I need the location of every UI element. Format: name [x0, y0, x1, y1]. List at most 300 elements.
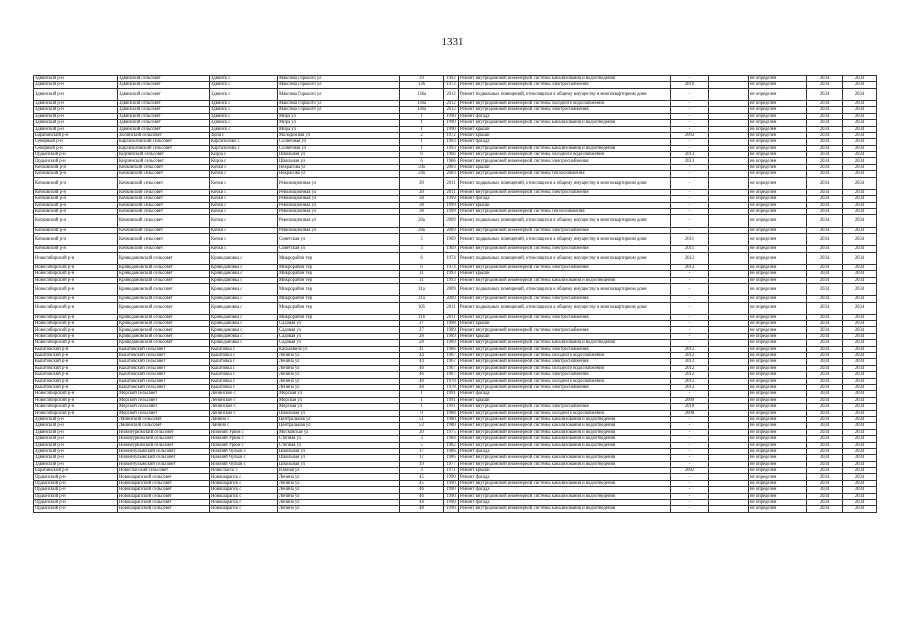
locality-cell: Здвинск с: [210, 100, 278, 106]
settlement-cell: Здвинский сельсовет: [118, 100, 210, 106]
year-to-cell: 2034: [843, 461, 877, 467]
settlement-cell: Кыштовский сельсовет: [118, 378, 210, 384]
year-to-cell: 2034: [843, 302, 877, 314]
work-type-cell: Ремонт крыши: [459, 164, 671, 170]
status-cell: не определен: [749, 448, 807, 454]
status-cell: не определен: [749, 365, 807, 371]
house-number-cell: 48: [400, 378, 444, 384]
year-built-cell: 1980: [444, 416, 459, 422]
street-cell: Революционная ул: [278, 215, 400, 227]
status-cell: не определен: [749, 404, 807, 410]
settlement-cell: Криводановский сельсовет: [118, 333, 210, 339]
street-cell: Центральная ул: [278, 423, 400, 429]
last-repair-year-cell: -: [671, 189, 709, 195]
house-number-cell: 20: [400, 429, 444, 435]
year-to-cell: 2034: [843, 410, 877, 416]
status-cell: не определен: [749, 264, 807, 270]
last-repair-year-cell: -: [671, 296, 709, 302]
year-from-cell: 2034: [807, 493, 843, 499]
year-to-cell: 2034: [843, 436, 877, 442]
settlement-cell: Нижнечулымский сельсовет: [118, 461, 210, 467]
status-cell: не определен: [749, 271, 807, 277]
settlement-cell: Кочковский сельсовет: [118, 202, 210, 208]
last-repair-year-cell: -: [671, 474, 709, 480]
street-cell: Молодежная ул: [278, 132, 400, 138]
work-type-cell: Ремонт внутридомовой инженерной системы теплоснабжения: [459, 171, 671, 177]
work-type-cell: Ремонт подвальных помещений, относящихся к общему имуществу в многоквартирном доме: [459, 302, 671, 314]
year-built-cell: 1967: [444, 353, 459, 359]
year-from-cell: 2034: [807, 302, 843, 314]
year-from-cell: 2034: [807, 429, 843, 435]
status-cell: не определен: [749, 474, 807, 480]
work-type-cell: Ремонт фасада: [459, 139, 671, 145]
table-row: [34, 333, 877, 339]
house-number-cell: 51: [400, 416, 444, 422]
year-built-cell: 1993: [444, 277, 459, 283]
year-built-cell: 1977: [444, 461, 459, 467]
district-cell: Здвинский р-н: [34, 442, 118, 448]
table-row: [34, 346, 877, 352]
status-cell: не определен: [749, 416, 807, 422]
year-built-cell: 1991: [444, 391, 459, 397]
house-number-cell: 1: [400, 120, 444, 126]
locality-cell: Кыштовка с: [210, 365, 278, 371]
district-cell: Ордынский р-н: [34, 493, 118, 499]
year-built-cell: 1990: [444, 113, 459, 119]
district-cell: Здвинский р-н: [34, 76, 118, 82]
year-from-cell: 2034: [807, 500, 843, 506]
year-to-cell: 2034: [843, 209, 877, 215]
work-type-cell: Ремонт крыши: [459, 132, 671, 138]
status-cell: не определен: [749, 283, 807, 295]
street-cell: Микрорайон тер: [278, 277, 400, 283]
work-type-cell: Ремонт внутридомовой инженерной системы канализования и водоотведения: [459, 480, 671, 486]
status-cell: не определен: [749, 346, 807, 352]
settlement-cell: Новошарапский сельсовет: [118, 480, 210, 486]
street-cell: Микрорайон тер: [278, 264, 400, 270]
year-from-cell: 2034: [807, 227, 843, 233]
locality-cell: Здвинск с: [210, 120, 278, 126]
year-built-cell: 1975: [444, 429, 459, 435]
work-type-cell: Ремонт внутридомовой инженерной системы электроснабжения: [459, 158, 671, 164]
work-type-cell: Ремонт внутридомовой инженерной системы канализования и водоотведения: [459, 506, 671, 512]
district-cell: Здвинский р-н: [34, 100, 118, 106]
last-repair-year-cell: 2012: [671, 346, 709, 352]
last-repair-year-cell: -: [671, 283, 709, 295]
locality-cell: Криводановка с: [210, 327, 278, 333]
district-cell: Новосибирский р-н: [34, 271, 118, 277]
settlement-cell: Кочковский сельсовет: [118, 196, 210, 202]
last-repair-year-cell: -: [671, 429, 709, 435]
settlement-cell: Здвинский сельсовет: [118, 126, 210, 132]
last-repair-year-cell: -: [671, 423, 709, 429]
work-type-cell: Ремонт внутридомовой инженерной системы канализования и водоотведения: [459, 416, 671, 422]
year-from-cell: 2034: [807, 340, 843, 346]
street-cell: Школьная ул: [278, 461, 400, 467]
status-cell: не определен: [749, 353, 807, 359]
year-to-cell: 2034: [843, 391, 877, 397]
year-from-cell: 2034: [807, 359, 843, 365]
year-built-cell: 1974: [444, 252, 459, 264]
house-number-cell: 1: [400, 113, 444, 119]
status-cell: не определен: [749, 164, 807, 170]
house-number-cell: 45: [400, 480, 444, 486]
last-repair-year-cell: -: [671, 145, 709, 151]
year-to-cell: 2034: [843, 365, 877, 371]
work-type-cell: Ремонт внутридомовой инженерной системы электроснабжения: [459, 346, 671, 352]
street-cell: Ленина ул: [278, 493, 400, 499]
settlement-cell: Новоспасский сельсовет: [118, 468, 210, 474]
table-row: [34, 202, 877, 208]
year-to-cell: 2034: [843, 264, 877, 270]
street-cell: Степная ул: [278, 436, 400, 442]
year-from-cell: 2034: [807, 480, 843, 486]
street-cell: Максима Горького ул: [278, 88, 400, 100]
street-cell: Микрорайон тер: [278, 252, 400, 264]
status-cell: не определен: [749, 246, 807, 252]
house-number-cell: 38: [400, 202, 444, 208]
settlement-cell: Новошарапский сельсовет: [118, 474, 210, 480]
work-type-cell: Ремонт крыши: [459, 202, 671, 208]
street-cell: Южная ул: [278, 468, 400, 474]
house-number-cell: 5: [400, 442, 444, 448]
status-cell: не определен: [749, 132, 807, 138]
district-cell: Новосибирский р-н: [34, 283, 118, 295]
table-row: [34, 378, 877, 384]
year-from-cell: 2034: [807, 487, 843, 493]
district-cell: Ордынский р-н: [34, 158, 118, 164]
district-cell: Кочковский р-н: [34, 171, 118, 177]
year-to-cell: 2034: [843, 333, 877, 339]
street-cell: Солнечная ул: [278, 139, 400, 145]
table-row: [34, 152, 877, 158]
status-cell: не определен: [749, 314, 807, 320]
year-from-cell: 2034: [807, 442, 843, 448]
year-built-cell: 1966: [444, 158, 459, 164]
last-repair-year-cell: -: [671, 209, 709, 215]
year-built-cell: 2009: [444, 227, 459, 233]
work-type-cell: Ремонт внутридомовой инженерной системы холодного водоснабжения: [459, 100, 671, 106]
house-number-cell: 44: [400, 353, 444, 359]
status-cell: не определен: [749, 158, 807, 164]
street-cell: Микрорайон тер: [278, 302, 400, 314]
year-to-cell: 2034: [843, 277, 877, 283]
year-built-cell: 1989: [444, 327, 459, 333]
settlement-cell: Новошарапский сельсовет: [118, 493, 210, 499]
dash-cell: [709, 88, 749, 100]
district-cell: Ордынский р-н: [34, 152, 118, 158]
street-cell: Ленина ул: [278, 506, 400, 512]
district-cell: Здвинский р-н: [34, 416, 118, 422]
street-cell: Каскаевича ул: [278, 346, 400, 352]
settlement-cell: Здвинский сельсовет: [118, 82, 210, 88]
locality-cell: Кыштовка с: [210, 346, 278, 352]
year-from-cell: 2034: [807, 88, 843, 100]
table-row: [34, 107, 877, 113]
work-type-cell: Ремонт фасада: [459, 474, 671, 480]
work-type-cell: Ремонт крыши: [459, 271, 671, 277]
work-type-cell: Ремонт внутридомовой инженерной системы холодного водоснабжения: [459, 152, 671, 158]
last-repair-year-cell: 2012: [671, 372, 709, 378]
house-number-cell: 20: [400, 177, 444, 189]
year-to-cell: 2034: [843, 164, 877, 170]
work-type-cell: Ремонт внутридомовой инженерной системы канализования и водоотведения: [459, 277, 671, 283]
house-number-cell: 39: [400, 76, 444, 82]
table-row: [34, 487, 877, 493]
house-number-cell: 48: [400, 500, 444, 506]
year-from-cell: 2034: [807, 100, 843, 106]
settlement-cell: Кыштовский сельсовет: [118, 346, 210, 352]
house-number-cell: 46: [400, 365, 444, 371]
year-built-cell: 2009: [444, 283, 459, 295]
table-row: [34, 327, 877, 333]
table-row: [34, 423, 877, 429]
table-row: [34, 76, 877, 82]
year-from-cell: 2034: [807, 506, 843, 512]
year-built-cell: 1972: [444, 132, 459, 138]
locality-cell: Здвинск с: [210, 88, 278, 100]
year-to-cell: 2034: [843, 246, 877, 252]
street-cell: Садовая ул: [278, 340, 400, 346]
status-cell: не определен: [749, 378, 807, 384]
status-cell: не определен: [749, 302, 807, 314]
status-cell: не определен: [749, 126, 807, 132]
work-type-cell: Ремонт внутридомовой инженерной системы электроснабжения: [459, 359, 671, 365]
street-cell: Ленина ул: [278, 480, 400, 486]
last-repair-year-cell: -: [671, 271, 709, 277]
last-repair-year-cell: 2011: [671, 233, 709, 245]
locality-cell: Лянино с: [210, 423, 278, 429]
street-cell: Максима Горького ул: [278, 82, 400, 88]
year-to-cell: 2034: [843, 353, 877, 359]
locality-cell: Кыштовка с: [210, 378, 278, 384]
year-to-cell: 2034: [843, 100, 877, 106]
dash-cell: [709, 177, 749, 189]
street-cell: Мира ул: [278, 113, 400, 119]
last-repair-year-cell: -: [671, 461, 709, 467]
year-built-cell: 1989: [444, 340, 459, 346]
district-cell: Здвинский р-н: [34, 448, 118, 454]
work-type-cell: Ремонт внутридомовой инженерной системы электроснабжения: [459, 314, 671, 320]
district-cell: Новосибирский р-н: [34, 264, 118, 270]
locality-cell: Кирза с: [210, 158, 278, 164]
table-row: [34, 468, 877, 474]
last-repair-year-cell: -: [671, 227, 709, 233]
locality-cell: Криводановка с: [210, 321, 278, 327]
table-row: [34, 233, 877, 245]
status-cell: не определен: [749, 76, 807, 82]
status-cell: не определен: [749, 82, 807, 88]
district-cell: Кыштовский р-н: [34, 378, 118, 384]
settlement-cell: Криводановский сельсовет: [118, 283, 210, 295]
settlement-cell: Нижнеурюмский сельсовет: [118, 442, 210, 448]
street-cell: Ленина ул: [278, 487, 400, 493]
locality-cell: Кыштовка с: [210, 372, 278, 378]
year-from-cell: 2034: [807, 327, 843, 333]
last-repair-year-cell: -: [671, 126, 709, 132]
settlement-cell: Криводановский сельсовет: [118, 264, 210, 270]
settlement-cell: Криводановский сельсовет: [118, 321, 210, 327]
street-cell: Ленина ул: [278, 474, 400, 480]
settlement-cell: Новошарапский сельсовет: [118, 500, 210, 506]
district-cell: Ордынский р-н: [34, 506, 118, 512]
work-type-cell: Ремонт внутридомовой инженерной системы электроснабжения: [459, 246, 671, 252]
table-row: [34, 139, 877, 145]
street-cell: Максима Горького ул: [278, 107, 400, 113]
year-from-cell: 2034: [807, 365, 843, 371]
district-cell: Новосибирский р-н: [34, 314, 118, 320]
settlement-cell: Криводановский сельсовет: [118, 252, 210, 264]
locality-cell: Криводановка с: [210, 252, 278, 264]
work-type-cell: Ремонт крыши: [459, 397, 671, 403]
dash-cell: [709, 506, 749, 512]
settlement-cell: Морской сельсовет: [118, 391, 210, 397]
last-repair-year-cell: 2013: [671, 152, 709, 158]
last-repair-year-cell: 2012: [671, 365, 709, 371]
dash-cell: [709, 283, 749, 295]
settlement-cell: Новошарапский сельсовет: [118, 506, 210, 512]
status-cell: не определен: [749, 145, 807, 151]
table-row: [34, 145, 877, 151]
district-cell: Кыштовский р-н: [34, 372, 118, 378]
year-from-cell: 2034: [807, 233, 843, 245]
work-type-cell: Ремонт внутридомовой инженерной системы канализования и водоотведения: [459, 436, 671, 442]
year-from-cell: 2034: [807, 397, 843, 403]
dash-cell: [709, 233, 749, 245]
house-number-cell: 1: [400, 404, 444, 410]
locality-cell: Новошарапск с: [210, 474, 278, 480]
last-repair-year-cell: -: [671, 493, 709, 499]
table-row: [34, 189, 877, 195]
last-repair-year-cell: -: [671, 88, 709, 100]
street-cell: Школьная ул: [278, 455, 400, 461]
year-from-cell: 2034: [807, 196, 843, 202]
year-built-cell: 1986: [444, 448, 459, 454]
year-to-cell: 2034: [843, 321, 877, 327]
work-type-cell: Ремонт внутридомовой инженерной системы электроснабжения: [459, 372, 671, 378]
year-built-cell: 1967: [444, 359, 459, 365]
year-built-cell: 1982: [444, 442, 459, 448]
work-type-cell: Ремонт фасада: [459, 391, 671, 397]
year-from-cell: 2034: [807, 416, 843, 422]
work-type-cell: Ремонт внутридомовой инженерной системы канализования и водоотведения: [459, 493, 671, 499]
table-row: [34, 113, 877, 119]
work-type-cell: Ремонт внутридомовой инженерной системы электроснабжения: [459, 264, 671, 270]
street-cell: Революционная ул: [278, 189, 400, 195]
district-cell: Здвинский р-н: [34, 461, 118, 467]
street-cell: Мира ул: [278, 120, 400, 126]
year-to-cell: 2034: [843, 189, 877, 195]
house-number-cell: 17: [400, 448, 444, 454]
year-from-cell: 2034: [807, 107, 843, 113]
street-cell: Степная ул: [278, 442, 400, 448]
last-repair-year-cell: -: [671, 113, 709, 119]
year-from-cell: 2034: [807, 246, 843, 252]
year-built-cell: 1986: [444, 455, 459, 461]
district-cell: Кыштовский р-н: [34, 353, 118, 359]
work-type-cell: Ремонт внутридомовой инженерной системы электроснабжения: [459, 296, 671, 302]
street-cell: Ленина ул: [278, 500, 400, 506]
table-row: [34, 474, 877, 480]
district-cell: Новосибирский р-н: [34, 277, 118, 283]
last-repair-year-cell: -: [671, 442, 709, 448]
work-type-cell: Ремонт подвальных помещений, относящихся к общему имуществу в многоквартирном доме: [459, 215, 671, 227]
house-number-cell: 27: [400, 327, 444, 333]
last-repair-year-cell: -: [671, 139, 709, 145]
year-to-cell: 2034: [843, 233, 877, 245]
settlement-cell: Кочковский сельсовет: [118, 209, 210, 215]
year-from-cell: 2034: [807, 271, 843, 277]
year-to-cell: 2034: [843, 120, 877, 126]
year-to-cell: 2034: [843, 384, 877, 390]
table-row: [34, 120, 877, 126]
house-number-cell: 48: [400, 506, 444, 512]
year-to-cell: 2034: [843, 468, 877, 474]
last-repair-year-cell: 2012: [671, 384, 709, 390]
year-from-cell: 2034: [807, 461, 843, 467]
last-repair-year-cell: -: [671, 171, 709, 177]
street-cell: Школьная ул: [278, 410, 400, 416]
last-repair-year-cell: -: [671, 76, 709, 82]
street-cell: Микрорайон тер: [278, 296, 400, 302]
district-cell: Новосибирский р-н: [34, 302, 118, 314]
year-built-cell: 2011: [444, 177, 459, 189]
district-cell: Здвинский р-н: [34, 436, 118, 442]
work-type-cell: Ремонт внутридомовой инженерной системы электроснабжения: [459, 82, 671, 88]
work-type-cell: Ремонт внутридомовой инженерной системы электроснабжения: [459, 189, 671, 195]
last-repair-year-cell: 2012: [671, 378, 709, 384]
locality-cell: Кыштовка с: [210, 353, 278, 359]
work-type-cell: Ремонт фасада: [459, 500, 671, 506]
table-row: [34, 296, 877, 302]
last-repair-year-cell: -: [671, 100, 709, 106]
work-type-cell: Ремонт фасада: [459, 487, 671, 493]
house-number-cell: 3: [400, 233, 444, 245]
table-row: [34, 436, 877, 442]
work-type-cell: Ремонт внутридомовой инженерной системы канализования и водоотведения: [459, 145, 671, 151]
street-cell: Революционная ул: [278, 196, 400, 202]
settlement-cell: Кочковский сельсовет: [118, 227, 210, 233]
settlement-cell: Кочковский сельсовет: [118, 215, 210, 227]
work-type-cell: Ремонт внутридомовой инженерной системы холодного водоснабжения: [459, 365, 671, 371]
year-to-cell: 2034: [843, 113, 877, 119]
year-from-cell: 2034: [807, 177, 843, 189]
year-built-cell: 1992: [444, 76, 459, 82]
house-number-cell: 6: [400, 158, 444, 164]
locality-cell: Кочки с: [210, 171, 278, 177]
house-number-cell: 2: [400, 132, 444, 138]
house-number-cell: 105: [400, 302, 444, 314]
table-row: [34, 277, 877, 283]
year-from-cell: 2034: [807, 252, 843, 264]
work-type-cell: Ремонт внутридомовой инженерной системы холодного водоснабжения: [459, 353, 671, 359]
street-cell: Микрорайон тер: [278, 283, 400, 295]
year-built-cell: 2003: [444, 164, 459, 170]
house-number-cell: 38: [400, 196, 444, 202]
house-number-cell: 20а: [400, 227, 444, 233]
work-type-cell: Ремонт внутридомовой инженерной системы канализования и водоотведения: [459, 120, 671, 126]
year-from-cell: 2034: [807, 468, 843, 474]
district-cell: Кочковский р-н: [34, 233, 118, 245]
table-row: [34, 365, 877, 371]
district-cell: Кыштовский р-н: [34, 359, 118, 365]
last-repair-year-cell: -: [671, 340, 709, 346]
street-cell: Ленина ул: [278, 372, 400, 378]
year-from-cell: 2034: [807, 277, 843, 283]
table-row: [34, 321, 877, 327]
district-cell: Кочковский р-н: [34, 209, 118, 215]
district-cell: Кочковский р-н: [34, 189, 118, 195]
